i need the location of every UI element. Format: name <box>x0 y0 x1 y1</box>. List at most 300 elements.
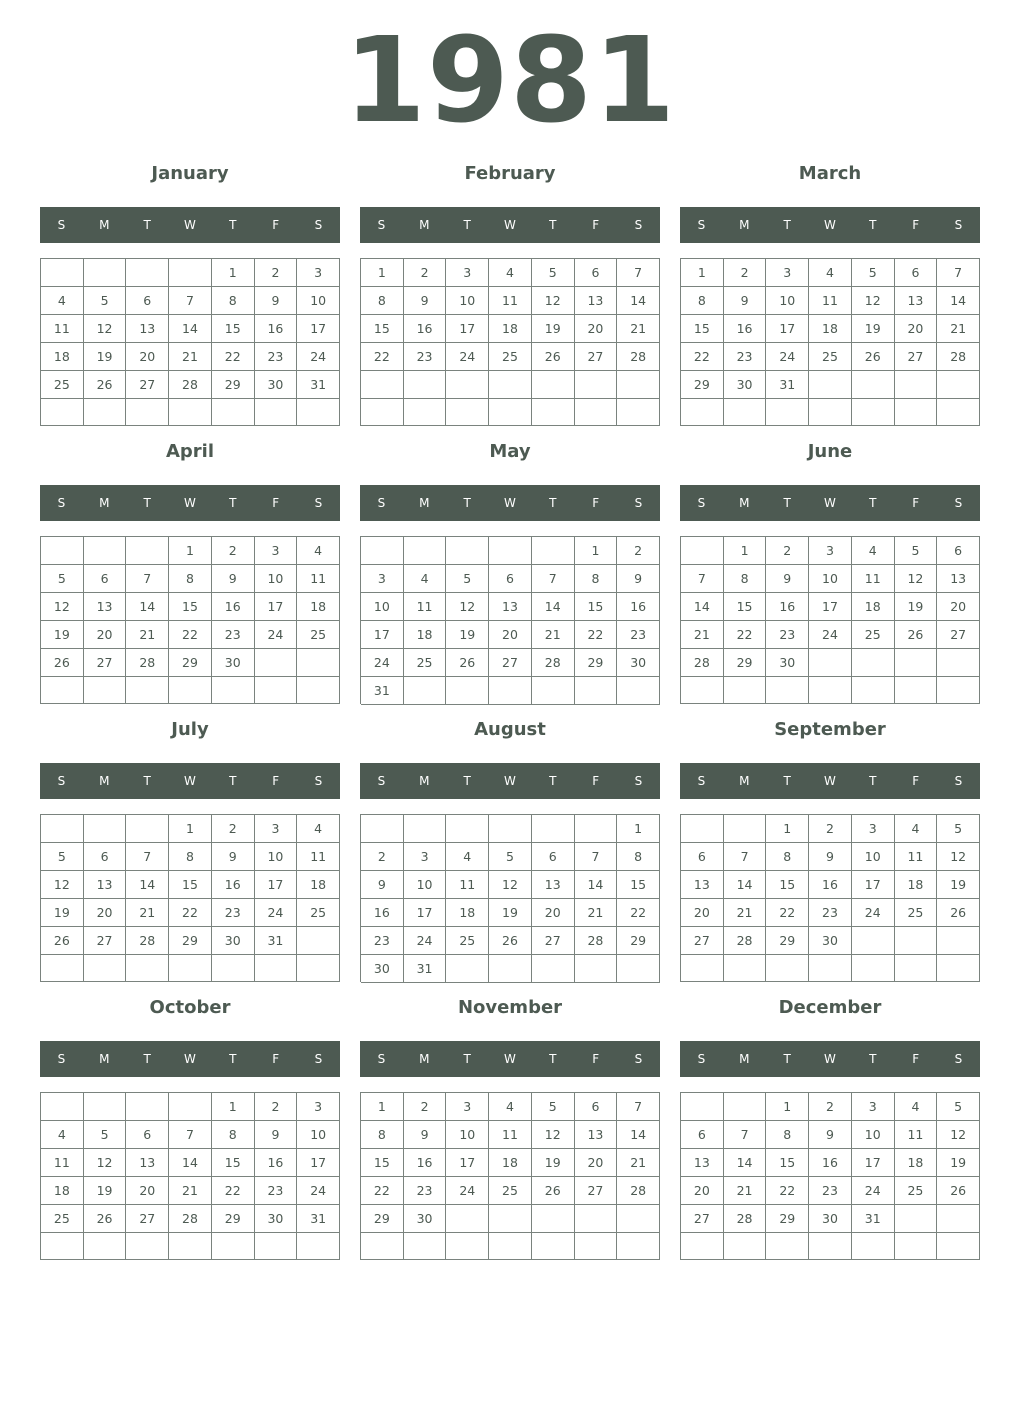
day-cell: 1 <box>212 1093 255 1121</box>
empty-cell <box>297 1233 340 1260</box>
month-title: April <box>165 441 215 462</box>
day-cell: 30 <box>361 955 404 983</box>
day-cell: 15 <box>169 871 212 899</box>
weekday-label: F <box>272 218 280 232</box>
day-cell: 30 <box>617 649 660 677</box>
day-cell: 17 <box>297 1149 340 1177</box>
day-cell: 22 <box>169 899 212 927</box>
day-cell: 17 <box>446 315 489 343</box>
day-cell: 10 <box>255 843 298 871</box>
empty-cell <box>532 677 575 705</box>
day-cell: 15 <box>617 871 660 899</box>
weekday-label: F <box>272 1052 280 1066</box>
empty-cell <box>169 1093 212 1121</box>
weekday-label: W <box>504 496 516 510</box>
weekday-label: W <box>504 218 516 232</box>
day-cell: 21 <box>937 315 980 343</box>
empty-cell <box>84 1093 127 1121</box>
day-cell: 13 <box>84 871 127 899</box>
weekday-label: F <box>912 1052 920 1066</box>
day-cell: 15 <box>766 871 809 899</box>
day-cell: 6 <box>895 259 938 287</box>
day-cell: 26 <box>446 649 489 677</box>
day-cell: 14 <box>617 1121 660 1149</box>
day-cell: 25 <box>297 899 340 927</box>
day-cell: 17 <box>852 1149 895 1177</box>
empty-cell <box>126 399 169 426</box>
day-cell: 2 <box>212 815 255 843</box>
day-cell: 7 <box>169 1121 212 1149</box>
month-title: November <box>457 997 563 1018</box>
weekday-label: W <box>824 1052 836 1066</box>
empty-cell <box>852 677 895 704</box>
weekday-label: M <box>739 496 750 510</box>
day-cell: 9 <box>617 565 660 593</box>
empty-cell <box>446 955 489 983</box>
empty-cell <box>169 399 212 426</box>
empty-cell <box>255 399 298 426</box>
empty-cell <box>724 1093 767 1121</box>
day-cell: 5 <box>41 843 84 871</box>
day-cell: 27 <box>489 649 532 677</box>
weekday-label: M <box>99 496 110 510</box>
empty-cell <box>84 955 127 982</box>
day-cell: 14 <box>126 593 169 621</box>
empty-cell <box>446 537 489 565</box>
weekday-label: W <box>824 496 836 510</box>
day-cell: 4 <box>297 815 340 843</box>
weekday-label: S <box>57 218 66 232</box>
empty-cell <box>852 399 895 426</box>
day-cell: 23 <box>809 899 852 927</box>
day-cell: 4 <box>852 537 895 565</box>
empty-cell <box>84 677 127 704</box>
day-cell: 1 <box>724 537 767 565</box>
day-cell: 16 <box>404 315 447 343</box>
day-cell: 19 <box>41 621 84 649</box>
empty-cell <box>489 1205 532 1233</box>
day-cell: 23 <box>404 1177 447 1205</box>
day-cell: 15 <box>724 593 767 621</box>
empty-cell <box>575 815 618 843</box>
day-cell: 9 <box>361 871 404 899</box>
weekday-label: T <box>549 774 557 788</box>
empty-cell <box>532 955 575 983</box>
empty-cell <box>489 815 532 843</box>
empty-cell <box>809 399 852 426</box>
day-cell: 7 <box>724 843 767 871</box>
day-cell: 10 <box>255 565 298 593</box>
empty-cell <box>361 399 404 427</box>
day-cell: 29 <box>724 649 767 677</box>
empty-cell <box>41 537 84 565</box>
day-cell: 6 <box>681 1121 724 1149</box>
empty-cell <box>255 955 298 982</box>
day-cell: 1 <box>617 815 660 843</box>
day-cell: 21 <box>724 899 767 927</box>
weekday-header <box>40 1041 340 1077</box>
empty-cell <box>895 955 938 982</box>
day-cell: 25 <box>41 371 84 399</box>
empty-cell <box>489 371 532 399</box>
day-cell: 15 <box>575 593 618 621</box>
day-cell: 22 <box>212 1177 255 1205</box>
day-cell: 16 <box>809 1149 852 1177</box>
day-cell: 2 <box>404 1093 447 1121</box>
day-cell: 20 <box>575 1149 618 1177</box>
day-cell: 16 <box>617 593 660 621</box>
day-cell: 9 <box>404 287 447 315</box>
day-cell: 30 <box>724 371 767 399</box>
empty-cell <box>724 815 767 843</box>
day-grid <box>40 536 340 704</box>
day-cell: 6 <box>681 843 724 871</box>
day-cell: 28 <box>724 927 767 955</box>
day-cell: 27 <box>126 371 169 399</box>
empty-cell <box>446 371 489 399</box>
day-cell: 29 <box>575 649 618 677</box>
day-cell: 8 <box>361 287 404 315</box>
day-cell: 12 <box>852 287 895 315</box>
day-cell: 18 <box>895 1149 938 1177</box>
day-cell: 26 <box>41 927 84 955</box>
empty-cell <box>532 399 575 427</box>
day-cell: 5 <box>937 815 980 843</box>
day-cell: 11 <box>41 315 84 343</box>
day-cell: 11 <box>41 1149 84 1177</box>
day-cell: 4 <box>895 815 938 843</box>
weekday-label: F <box>592 496 600 510</box>
day-cell: 25 <box>809 343 852 371</box>
day-cell: 24 <box>361 649 404 677</box>
weekday-label: T <box>229 496 237 510</box>
day-cell: 18 <box>852 593 895 621</box>
day-cell: 30 <box>404 1205 447 1233</box>
empty-cell <box>41 815 84 843</box>
day-cell: 12 <box>937 843 980 871</box>
weekday-label: S <box>697 218 706 232</box>
day-cell: 26 <box>532 343 575 371</box>
day-grid <box>40 1092 340 1260</box>
day-cell: 24 <box>297 343 340 371</box>
day-cell: 17 <box>446 1149 489 1177</box>
day-cell: 22 <box>575 621 618 649</box>
day-cell: 24 <box>809 621 852 649</box>
day-cell: 21 <box>575 899 618 927</box>
day-cell: 20 <box>489 621 532 649</box>
day-cell: 23 <box>766 621 809 649</box>
day-cell: 12 <box>532 287 575 315</box>
empty-cell <box>766 677 809 704</box>
empty-cell <box>895 399 938 426</box>
weekday-label: W <box>824 218 836 232</box>
empty-cell <box>852 371 895 399</box>
day-cell: 14 <box>532 593 575 621</box>
day-cell: 30 <box>809 1205 852 1233</box>
empty-cell <box>297 927 340 955</box>
day-cell: 20 <box>84 899 127 927</box>
empty-cell <box>937 955 980 982</box>
day-grid <box>680 536 980 704</box>
day-cell: 24 <box>255 899 298 927</box>
day-cell: 19 <box>937 1149 980 1177</box>
weekday-label: S <box>377 774 386 788</box>
day-cell: 13 <box>489 593 532 621</box>
day-cell: 11 <box>297 565 340 593</box>
day-cell: 5 <box>532 259 575 287</box>
day-cell: 13 <box>937 565 980 593</box>
day-cell: 19 <box>84 343 127 371</box>
day-cell: 25 <box>297 621 340 649</box>
day-cell: 5 <box>446 565 489 593</box>
empty-cell <box>532 1233 575 1260</box>
day-cell: 17 <box>297 315 340 343</box>
weekday-label: T <box>463 774 471 788</box>
empty-cell <box>617 399 660 427</box>
day-cell: 8 <box>169 565 212 593</box>
day-cell: 20 <box>681 1177 724 1205</box>
weekday-label: F <box>912 774 920 788</box>
day-cell: 30 <box>212 927 255 955</box>
day-cell: 22 <box>361 1177 404 1205</box>
day-cell: 20 <box>575 315 618 343</box>
empty-cell <box>532 1205 575 1233</box>
day-cell: 3 <box>255 815 298 843</box>
empty-cell <box>681 537 724 565</box>
day-cell: 3 <box>809 537 852 565</box>
empty-cell <box>489 537 532 565</box>
day-cell: 16 <box>724 315 767 343</box>
day-cell: 18 <box>446 899 489 927</box>
empty-cell <box>297 649 340 677</box>
empty-cell <box>937 371 980 399</box>
day-cell: 16 <box>255 1149 298 1177</box>
day-cell: 3 <box>852 1093 895 1121</box>
weekday-label: M <box>419 774 430 788</box>
empty-cell <box>361 537 404 565</box>
day-cell: 21 <box>126 621 169 649</box>
day-cell: 15 <box>766 1149 809 1177</box>
day-cell: 26 <box>937 1177 980 1205</box>
weekday-label: S <box>314 774 323 788</box>
day-cell: 28 <box>126 927 169 955</box>
weekday-label: T <box>229 218 237 232</box>
empty-cell <box>255 649 298 677</box>
weekday-label: M <box>99 1052 110 1066</box>
empty-cell <box>895 1233 938 1260</box>
day-cell: 31 <box>361 677 404 705</box>
day-cell: 29 <box>169 649 212 677</box>
empty-cell <box>489 955 532 983</box>
day-cell: 25 <box>895 1177 938 1205</box>
day-cell: 11 <box>852 565 895 593</box>
day-grid <box>40 258 340 426</box>
day-cell: 19 <box>532 315 575 343</box>
day-cell: 20 <box>937 593 980 621</box>
day-cell: 23 <box>255 343 298 371</box>
weekday-label: S <box>377 218 386 232</box>
empty-cell <box>404 537 447 565</box>
day-grid <box>680 1092 980 1260</box>
day-cell: 1 <box>766 815 809 843</box>
day-cell: 10 <box>297 1121 340 1149</box>
day-cell: 27 <box>84 649 127 677</box>
weekday-label: S <box>634 1052 643 1066</box>
day-grid <box>360 258 660 426</box>
day-cell: 30 <box>255 371 298 399</box>
day-cell: 2 <box>617 537 660 565</box>
day-cell: 14 <box>169 315 212 343</box>
empty-cell <box>489 677 532 705</box>
empty-cell <box>489 399 532 427</box>
empty-cell <box>212 677 255 704</box>
day-cell: 27 <box>575 1177 618 1205</box>
weekday-label: T <box>869 218 877 232</box>
weekday-label: T <box>783 1052 791 1066</box>
day-cell: 16 <box>255 315 298 343</box>
month-title: January <box>151 163 229 184</box>
day-cell: 28 <box>169 371 212 399</box>
weekday-header <box>680 1041 980 1077</box>
day-cell: 14 <box>617 287 660 315</box>
day-cell: 8 <box>724 565 767 593</box>
day-cell: 3 <box>766 259 809 287</box>
day-cell: 29 <box>212 371 255 399</box>
weekday-header <box>40 763 340 799</box>
day-cell: 10 <box>446 1121 489 1149</box>
weekday-label: W <box>184 1052 196 1066</box>
day-cell: 1 <box>169 815 212 843</box>
day-cell: 18 <box>297 593 340 621</box>
day-cell: 29 <box>617 927 660 955</box>
weekday-label: T <box>143 1052 151 1066</box>
day-cell: 25 <box>489 343 532 371</box>
day-cell: 11 <box>895 1121 938 1149</box>
weekday-header <box>360 763 660 799</box>
day-cell: 22 <box>169 621 212 649</box>
day-cell: 27 <box>681 1205 724 1233</box>
day-cell: 14 <box>169 1149 212 1177</box>
day-cell: 31 <box>297 1205 340 1233</box>
day-cell: 23 <box>617 621 660 649</box>
day-cell: 19 <box>41 899 84 927</box>
day-cell: 31 <box>852 1205 895 1233</box>
weekday-header <box>680 207 980 243</box>
weekday-label: T <box>463 1052 471 1066</box>
day-cell: 10 <box>809 565 852 593</box>
day-cell: 23 <box>212 621 255 649</box>
day-cell: 10 <box>361 593 404 621</box>
weekday-label: W <box>504 1052 516 1066</box>
day-cell: 29 <box>766 927 809 955</box>
weekday-label: S <box>377 496 386 510</box>
day-cell: 8 <box>681 287 724 315</box>
day-cell: 13 <box>575 287 618 315</box>
weekday-header <box>40 207 340 243</box>
empty-cell <box>724 1233 767 1260</box>
empty-cell <box>575 677 618 705</box>
empty-cell <box>212 1233 255 1260</box>
day-cell: 19 <box>532 1149 575 1177</box>
weekday-label: S <box>697 496 706 510</box>
day-cell: 24 <box>297 1177 340 1205</box>
day-cell: 18 <box>895 871 938 899</box>
weekday-label: T <box>143 218 151 232</box>
empty-cell <box>895 927 938 955</box>
empty-cell <box>41 677 84 704</box>
day-cell: 1 <box>361 1093 404 1121</box>
day-grid <box>40 814 340 982</box>
empty-cell <box>575 371 618 399</box>
day-cell: 13 <box>532 871 575 899</box>
weekday-label: F <box>272 496 280 510</box>
day-cell: 1 <box>169 537 212 565</box>
day-cell: 7 <box>126 565 169 593</box>
day-cell: 10 <box>766 287 809 315</box>
weekday-header <box>360 1041 660 1077</box>
day-cell: 4 <box>809 259 852 287</box>
day-cell: 17 <box>404 899 447 927</box>
empty-cell <box>404 399 447 427</box>
day-cell: 6 <box>532 843 575 871</box>
empty-cell <box>84 259 127 287</box>
empty-cell <box>895 649 938 677</box>
day-cell: 28 <box>126 649 169 677</box>
day-cell: 27 <box>532 927 575 955</box>
day-cell: 3 <box>255 537 298 565</box>
empty-cell <box>446 815 489 843</box>
day-cell: 24 <box>766 343 809 371</box>
day-cell: 15 <box>681 315 724 343</box>
day-cell: 2 <box>212 537 255 565</box>
empty-cell <box>852 927 895 955</box>
empty-cell <box>895 371 938 399</box>
day-cell: 6 <box>575 259 618 287</box>
day-cell: 1 <box>361 259 404 287</box>
empty-cell <box>41 1093 84 1121</box>
month-title: September <box>774 719 886 740</box>
empty-cell <box>766 955 809 982</box>
day-cell: 5 <box>852 259 895 287</box>
day-cell: 30 <box>212 649 255 677</box>
day-cell: 14 <box>724 1149 767 1177</box>
day-cell: 3 <box>297 259 340 287</box>
weekday-label: S <box>697 1052 706 1066</box>
day-cell: 12 <box>41 871 84 899</box>
empty-cell <box>446 1233 489 1260</box>
weekday-label: T <box>143 496 151 510</box>
day-cell: 23 <box>255 1177 298 1205</box>
day-cell: 20 <box>895 315 938 343</box>
day-cell: 4 <box>895 1093 938 1121</box>
day-cell: 2 <box>361 843 404 871</box>
empty-cell <box>575 955 618 983</box>
day-cell: 9 <box>766 565 809 593</box>
day-cell: 26 <box>41 649 84 677</box>
day-cell: 3 <box>297 1093 340 1121</box>
day-cell: 28 <box>617 1177 660 1205</box>
empty-cell <box>937 399 980 426</box>
month-title: July <box>171 719 209 740</box>
weekday-label: T <box>549 496 557 510</box>
day-cell: 23 <box>404 343 447 371</box>
empty-cell <box>852 649 895 677</box>
day-cell: 3 <box>404 843 447 871</box>
empty-cell <box>446 1205 489 1233</box>
empty-cell <box>84 815 127 843</box>
day-cell: 28 <box>532 649 575 677</box>
day-cell: 14 <box>724 871 767 899</box>
